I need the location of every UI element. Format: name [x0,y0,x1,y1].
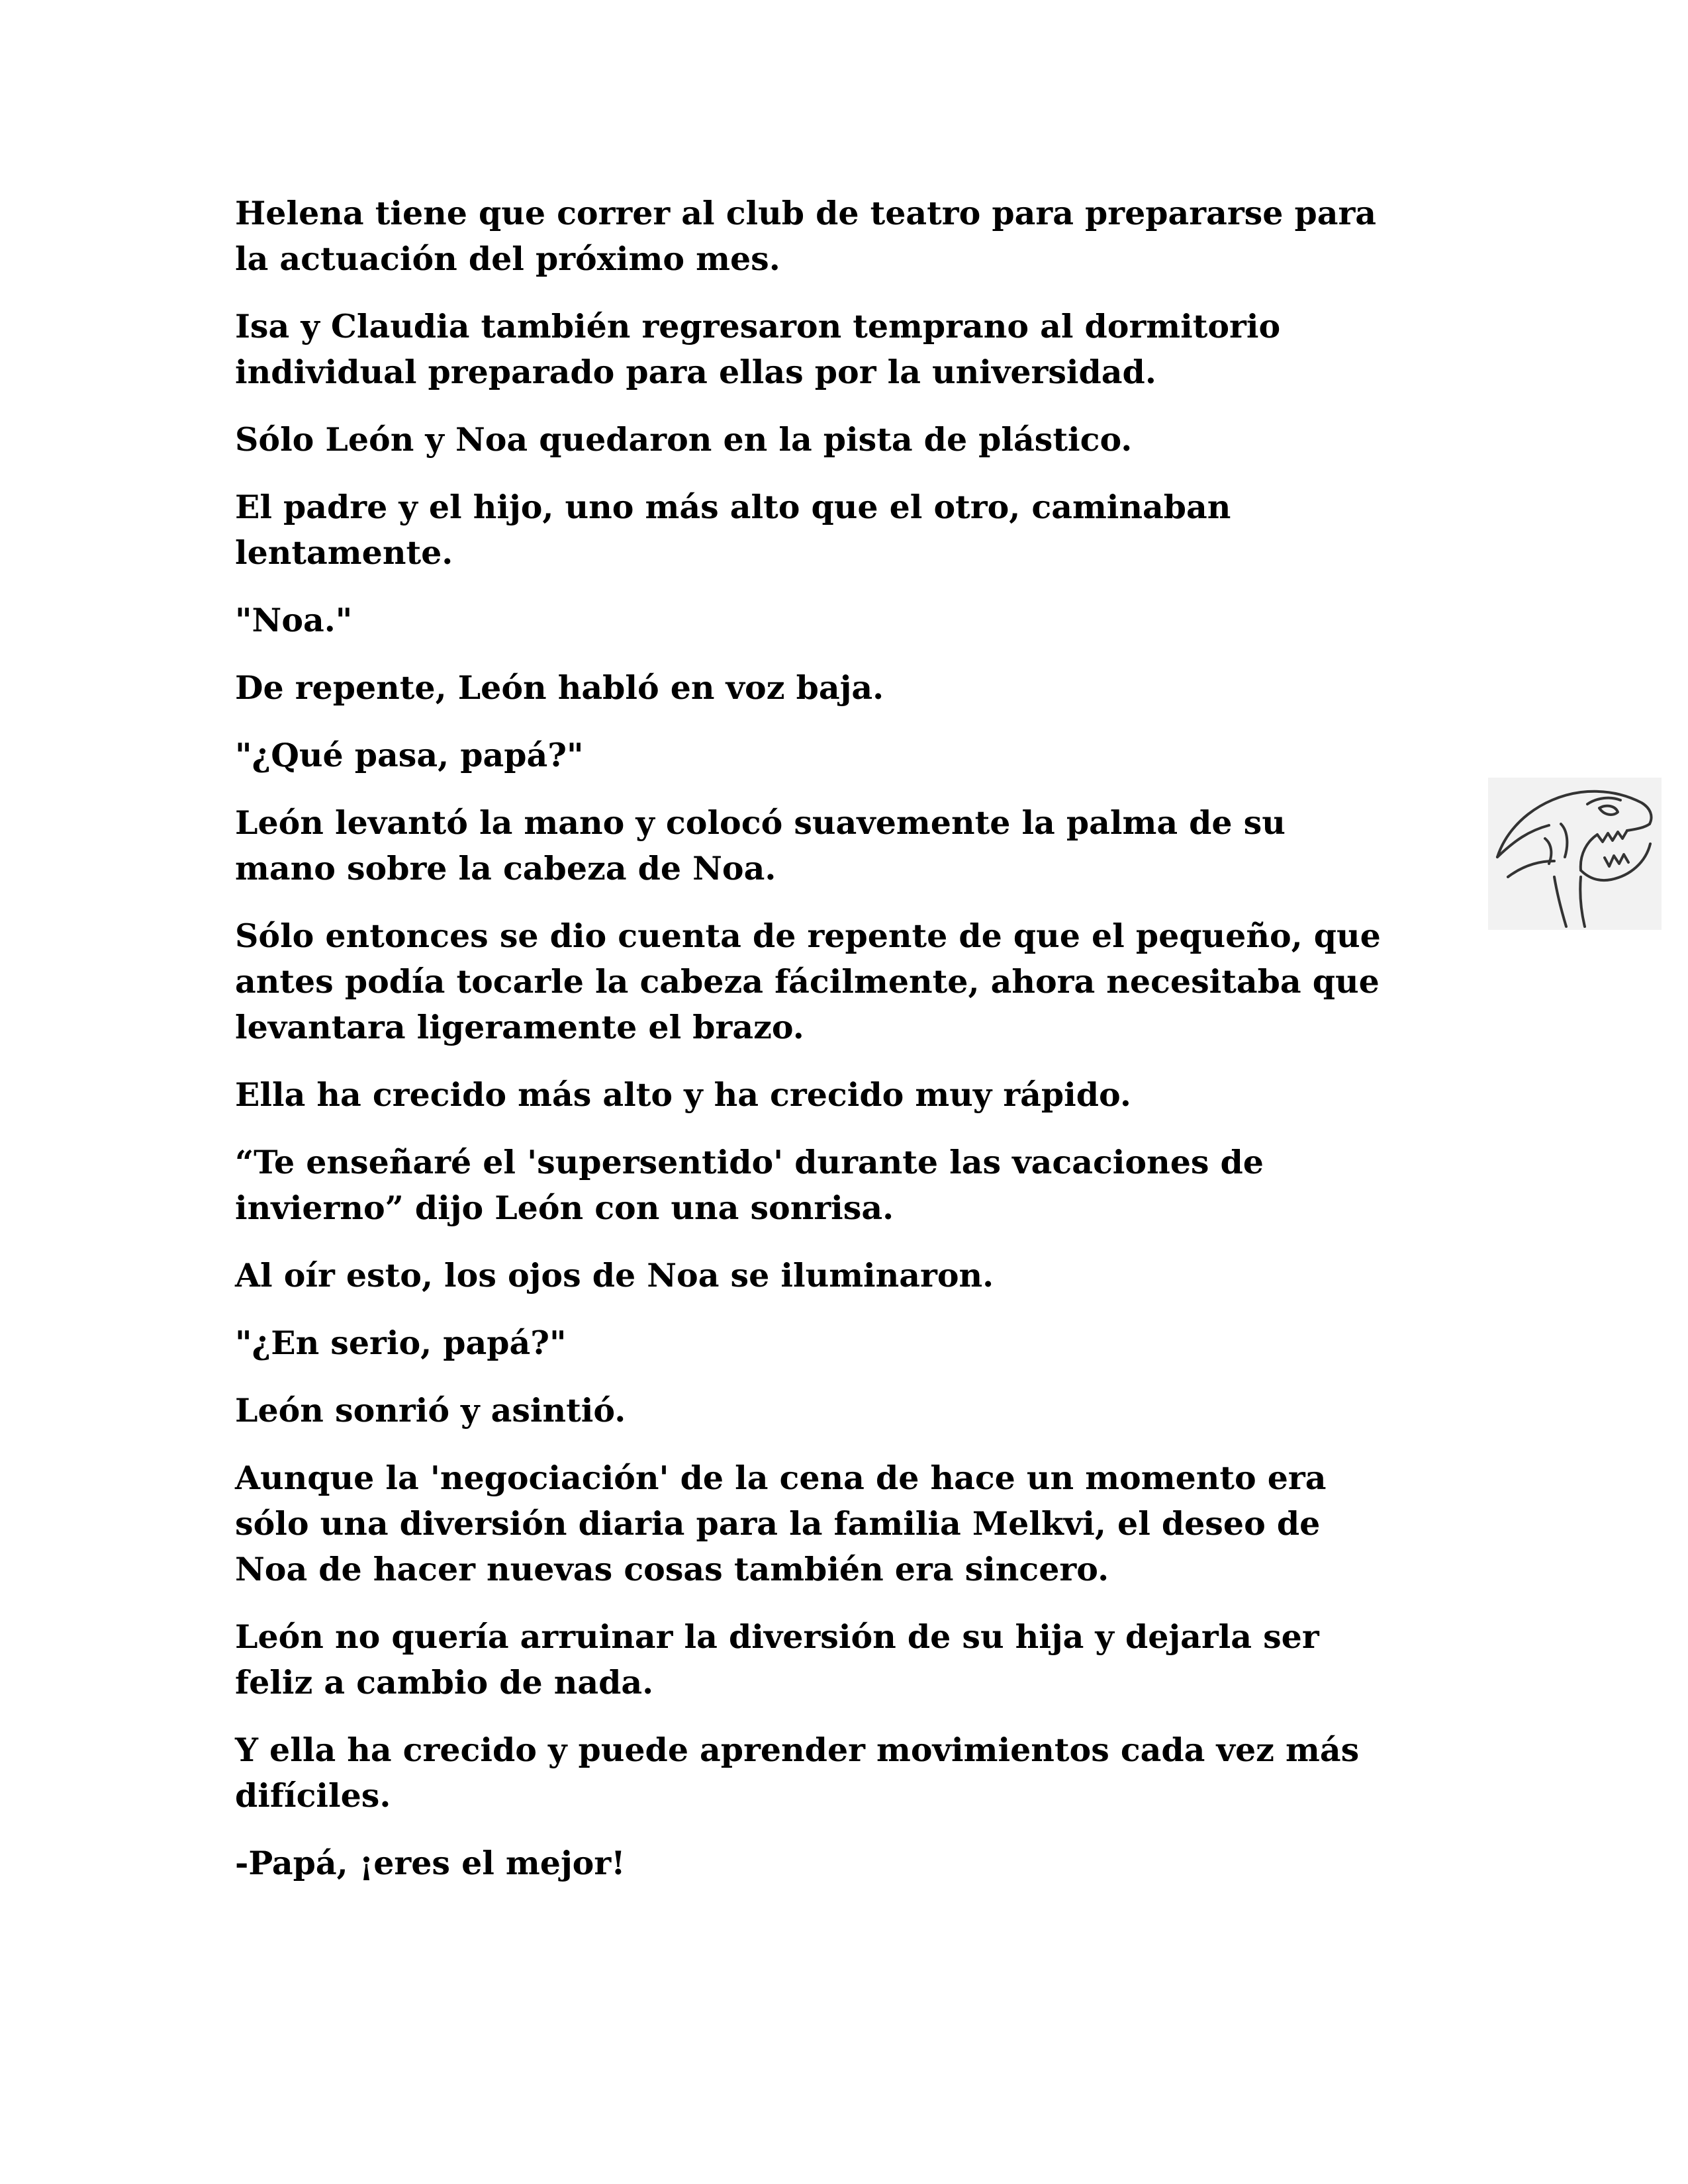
paragraph: Al oír esto, los ojos de Noa se iluminaron. [235,1256,994,1295]
paragraph: -Papá, ¡eres el mejor! [235,1844,626,1882]
paragraph: "Noa." [235,601,353,639]
paragraph: Aunque la 'negociación' de la cena de hace un momento era sólo una diversión diaria para la familia Melkvi, el deseo de Noa de hacer nuevas cosas también era sincero. [235,1459,1327,1588]
story-text [235,191,1493,1908]
paragraph: León sonrió y asintió. [235,1391,626,1430]
paragraph: "¿Qué pasa, papá?" [235,736,584,774]
paragraph: León levantó la mano y colocó suavemente la palma de su mano sobre la cabeza de Noa. [235,803,1286,887]
paragraph: Isa y Claudia también regresaron temprano al dormitorio individual preparado para ellas por la universidad. [235,307,1281,391]
dinosaur-head-sketch-icon [1488,778,1662,930]
paragraph: Sólo León y Noa quedaron en la pista de plástico. [235,420,1133,459]
paragraph: Sólo entonces se dio cuenta de repente de que el pequeño, que antes podía tocarle la cabeza fácilmente, ahora necesitaba que levantara ligeramente el brazo. [235,917,1381,1046]
paragraph: Y ella ha crecido y puede aprender movimientos cada vez más difíciles. [235,1731,1360,1815]
paragraph: “Te enseñaré el 'supersentido' durante las vacaciones de invierno” dijo León con una sonrisa. [235,1143,1264,1227]
paragraph: Helena tiene que correr al club de teatro para prepararse para la actuación del próximo mes. [235,194,1377,278]
paragraph: El padre y el hijo, uno más alto que el otro, caminaban lentamente. [235,488,1231,572]
paragraph: "¿En serio, papá?" [235,1324,567,1362]
paragraph: Ella ha crecido más alto y ha crecido muy rápido. [235,1075,1131,1114]
paragraph: De repente, León habló en voz baja. [235,668,884,707]
paragraph: León no quería arruinar la diversión de su hija y dejarla ser feliz a cambio de nada. [235,1617,1319,1702]
